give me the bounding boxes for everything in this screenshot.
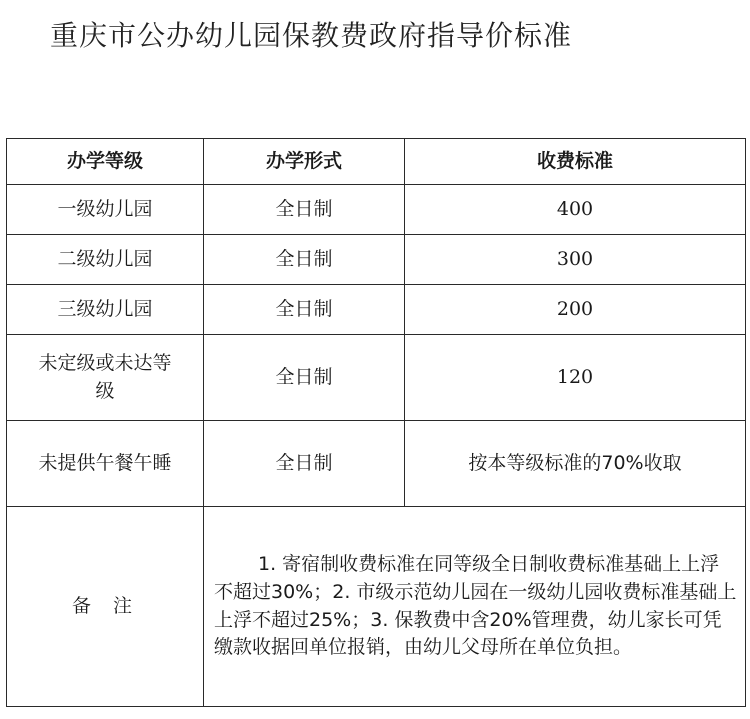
- table-row: [7, 185, 746, 235]
- header-fee: 收费标准: [405, 139, 746, 185]
- cell-level: 一级幼儿园: [7, 185, 204, 235]
- cell-level: 未提供午餐午睡: [7, 421, 204, 507]
- cell-form: 全日制: [204, 335, 405, 421]
- cell-fee: 按本等级标准的70%收取: [405, 421, 746, 507]
- cell-form: 全日制: [204, 421, 405, 507]
- header-level: 办学等级: [7, 139, 204, 185]
- cell-level: 二级幼儿园: [7, 235, 204, 285]
- note-text: [204, 507, 746, 707]
- cell-fee: 120: [405, 335, 746, 421]
- note-label: 备注: [7, 507, 204, 707]
- cell-level: 未定级或未达等级: [7, 335, 204, 421]
- table-row-note: [7, 507, 746, 707]
- table-row: [7, 335, 746, 421]
- table-row: [7, 421, 746, 507]
- cell-form: 全日制: [204, 285, 405, 335]
- fee-standard-table: [6, 138, 746, 707]
- cell-fee: 200: [405, 285, 746, 335]
- cell-form: 全日制: [204, 185, 405, 235]
- cell-fee: 400: [405, 185, 746, 235]
- page-title: 重庆市公办幼儿园保教费政府指导价标准: [50, 19, 573, 52]
- table-row: [7, 235, 746, 285]
- cell-level: 三级幼儿园: [7, 285, 204, 335]
- cell-form: 全日制: [204, 235, 405, 285]
- note-body: 1. 寄宿制收费标准在同等级全日制收费标准基础上上浮不超过30%；2. 市级示范幼儿园在一级幼儿园收费标准基础上上浮不超过25%；3. 保教费中含20%管理费，幼儿家长可凭缴款收据回单位报销，由幼儿父母所在单位负担。: [214, 553, 737, 659]
- table-header-row: [7, 139, 746, 185]
- table-row: [7, 285, 746, 335]
- cell-fee: 300: [405, 235, 746, 285]
- header-form: 办学形式: [204, 139, 405, 185]
